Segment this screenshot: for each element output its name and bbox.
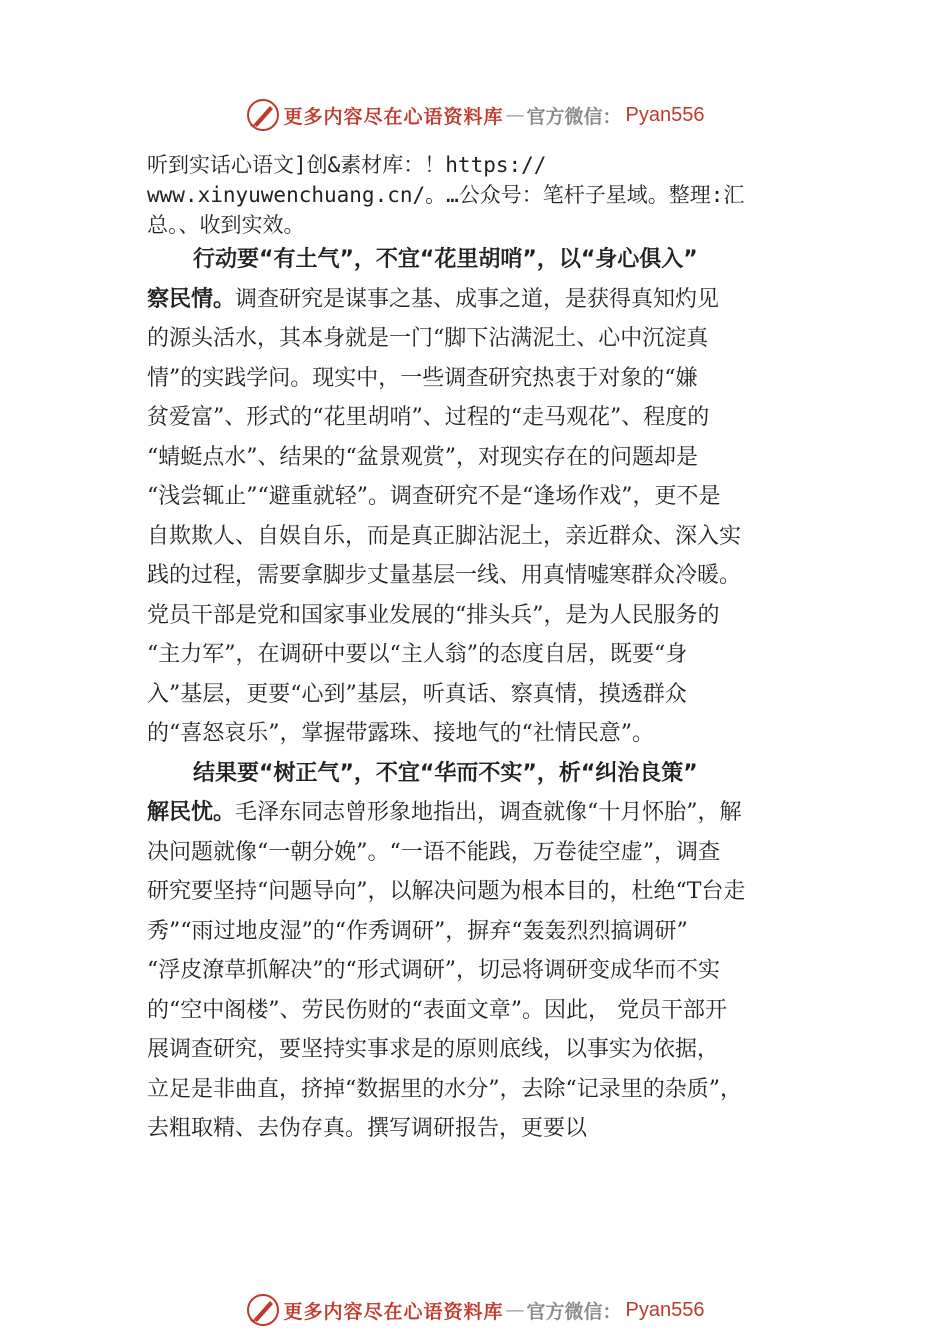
paragraph-line: 毛泽东同志曾形象地指出，调查就像“十月怀胎”，解: [235, 800, 742, 825]
paragraph-line: 党员干部是党和国家事业发展的“排头兵”，是为人民服务的: [147, 602, 720, 628]
paragraph-2: [147, 754, 827, 1149]
paragraph-line: 践的过程，需要拿脚步丈量基层一线、用真情嘘寒群众冷暖。: [147, 563, 742, 588]
paragraph-line: 展调查研究，要坚持实事求是的原则底线，以事实为依据，: [147, 1037, 720, 1062]
intro-line: 听到实话心语文]创&素材库：！https://: [147, 153, 547, 177]
logo-icon: [246, 1293, 280, 1327]
paragraph-line: “浅尝辄止”“避重就轻”。调查研究不是“逢场作戏”，更不是: [147, 484, 721, 509]
banner-dash: —: [505, 104, 525, 126]
intro-line: 总。、收到实效。: [147, 213, 305, 237]
banner-text: 更多内容尽在心语资料库: [283, 105, 504, 128]
paragraph-line: 研究要坚持“问题导向”，以解决问题为根本目的，杜绝“T台走: [147, 879, 746, 904]
document-body: [147, 150, 827, 1149]
paragraph-line: 情”的实践学问。现实中，一些调查研究热衷于对象的“嫌: [147, 365, 698, 391]
paragraph-heading-end: 察民情。: [147, 286, 236, 312]
paragraph-line: 秀”“雨过地皮湿”的“作秀调研”，摒弃“轰轰烈烈搞调研”: [147, 918, 688, 944]
banner-wechat-id: Pyan556: [625, 103, 705, 126]
footer-banner: [0, 1290, 950, 1330]
paragraph-1: [147, 240, 827, 754]
paragraph-line: “蜻蜓点水”、结果的“盆景观赏”，对现实存在的问题却是: [147, 444, 698, 470]
paragraph-line: 贫爱富”、形式的“花里胡哨”、过程的“走马观花”、程度的: [147, 405, 710, 430]
paragraph-line: 入”基层，更要“心到”基层，听真话、察真情，摸透群众: [147, 681, 687, 707]
paragraph-line: “主力军”，在调研中要以“主人翁”的态度自居，既要“身: [147, 642, 688, 667]
banner-wechat-id: Pyan556: [625, 1298, 705, 1321]
paragraph-line: 自欺欺人、自娱自乐，而是真正脚沾泥土，亲近群众、深入实: [147, 523, 742, 549]
paragraph-heading: 结果要“树正气”，不宜“华而不实”，析“纠治良策”: [193, 760, 698, 786]
paragraph-heading: 行动要“有土气”，不宜“花里胡哨”，以“身心俱入”: [193, 247, 698, 272]
paragraph-line: 的源头活水，其本身就是一门“脚下沾满泥土、心中沉淀真: [147, 326, 709, 351]
paragraph-line: 去粗取精、去伪存真。撰写调研报告，更要以: [147, 1116, 588, 1141]
banner-wechat-label: 官方微信：: [526, 1300, 622, 1323]
paragraph-heading-end: 解民忧。: [147, 800, 236, 825]
paragraph-line: “浮皮潦草抓解决”的“形式调研”，切忌将调研变成华而不实: [147, 958, 720, 983]
paragraph-line: 的“喜怒哀乐”，掌握带露珠、接地气的“社情民意”。: [147, 721, 654, 746]
paragraph-line: 立足是非曲直，挤掉“数据里的水分”，去除“记录里的杂质”，: [147, 1076, 742, 1102]
banner-text: 更多内容尽在心语资料库: [283, 1300, 504, 1323]
intro-line: www.xinyuwenchuang.cn/。…公众号：笔杆子星域。整理:汇: [147, 183, 745, 207]
intro-block: [147, 150, 827, 240]
header-banner: [0, 95, 950, 135]
paragraph-line: 决问题就像“一朝分娩”。“一语不能践，万卷徒空虚”，调查: [147, 839, 720, 865]
paragraph-line: 调查研究是谋事之基、成事之道，是获得真知灼见: [235, 286, 720, 312]
banner-dash: —: [505, 1299, 525, 1321]
paragraph-line: 的“空中阁楼”、劳民伤财的“表面文章”。因此， 党员干部开: [147, 997, 727, 1023]
logo-icon: [246, 98, 280, 132]
banner-wechat-label: 官方微信：: [526, 105, 622, 128]
